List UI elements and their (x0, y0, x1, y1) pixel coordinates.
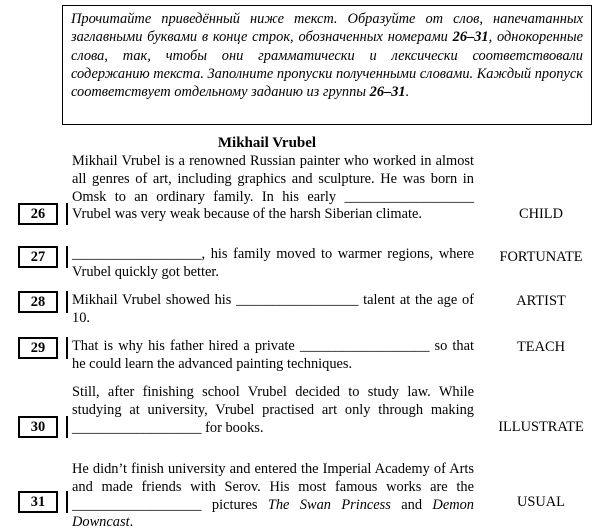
paragraph-30: Still, after finishing school Vrubel decided to study law. While studying at university, Vrubel practised art only through making __________________ for books. (72, 384, 474, 436)
stem-word: FORTUNATE (499, 249, 583, 265)
paragraph-26: Mikhail Vrubel is a renowned Russian painter who worked in almost all genres of art, including graphics and sculpture. He was born in Omsk to an ordinary family. In his early __________________ Vrubel was very weak because of the harsh Siberian climate. (72, 153, 474, 223)
gap-sentence: __________________ Vrubel was very weak because of the harsh Siberian climate. (72, 188, 474, 223)
paragraph-29 (72, 338, 474, 374)
text-title: Mikhail Vrubel (217, 135, 317, 151)
painting-title: The Swan Princess (267, 496, 391, 513)
task-number: 26 (18, 203, 58, 225)
task-number: 28 (18, 291, 58, 313)
painting-title: Demon Downcast (72, 496, 474, 531)
paragraph-31: He didn’t finish university and entered the Imperial Academy of Arts and made friends with Serov. His most famous works are the __________________ pictures The Swan Princess and Demon Downcast. (72, 461, 474, 531)
stem-word: TEACH (517, 339, 565, 355)
gap-sentence: making __________________ for books. (72, 401, 474, 436)
stem-word: USUAL (517, 494, 565, 510)
task-range: 26–31 (452, 29, 489, 46)
gap-sentence: Mikhail Vrubel showed his _________________ talent at the age of 10. (72, 292, 474, 326)
stem-word: ARTIST (516, 293, 566, 309)
paragraph-28 (72, 292, 474, 328)
gap-sentence: are the __________________ pictures (72, 478, 474, 513)
instruction-box: Прочитайте приведённый ниже текст. Образуйте от слов, напечатанных заглавными буквами в конце строк, обозначенных номерами 26–31, однокоренные слова, так, чтобы они грамматически и лексически соответствовали содержанию текста. Заполните пропуски полученными словами. Каждый пропуск соответствует отдельному заданию из группы 26–31. (62, 5, 592, 125)
stem-word: ILLUSTRATE (498, 419, 584, 435)
stem-word: CHILD (519, 206, 563, 222)
task-number: 31 (18, 491, 58, 513)
task-range: 26–31 (369, 84, 406, 101)
gap-sentence: That is why his father hired a private __________________ so that he could learn the advanced painting techniques. (72, 338, 474, 372)
task-number: 27 (18, 246, 58, 268)
gap-sentence: __________________, his family moved to warmer regions, where Vrubel quickly got better. (72, 246, 474, 280)
paragraph-27 (72, 246, 474, 282)
task-number: 30 (18, 416, 58, 438)
task-number: 29 (18, 337, 58, 359)
